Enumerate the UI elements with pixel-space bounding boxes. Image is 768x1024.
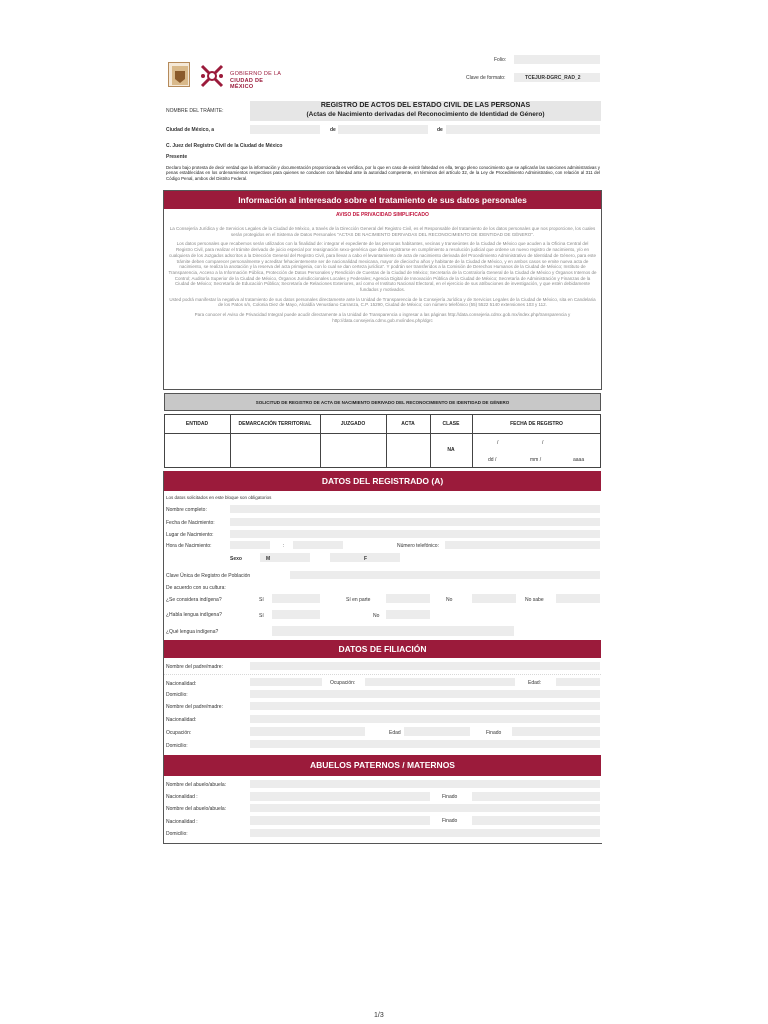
abuelo2-nacionalidad-label: Nacionalidad : bbox=[166, 819, 198, 825]
nacionalidad2-input[interactable] bbox=[250, 715, 600, 723]
domicilio2-label: Domicilio: bbox=[166, 743, 188, 749]
sexo-m-label: M bbox=[266, 556, 271, 562]
abuelo2-finado-label: Finado bbox=[442, 818, 458, 824]
curp-label: Clave Única de Registro de Población bbox=[166, 573, 251, 579]
abuelo2-input[interactable] bbox=[250, 804, 600, 812]
entidad-input[interactable] bbox=[165, 434, 229, 467]
folio-input[interactable] bbox=[514, 55, 600, 64]
privacy-subtitle: AVISO DE PRIVACIDAD SIMPLIFICADO bbox=[336, 212, 429, 218]
de-label-1: de bbox=[330, 127, 336, 133]
abuelo1-label: Nombre del abuelo/abuela: bbox=[166, 782, 227, 788]
abuelo1-finado-input[interactable] bbox=[472, 792, 600, 801]
date-aaaa-label: aaaa bbox=[573, 457, 585, 463]
sexo-label: Sexo bbox=[230, 556, 242, 562]
registrado-note: Los datos solicitados en este bloque son obligatorios bbox=[166, 495, 272, 500]
edad2-label: Edad bbox=[389, 730, 401, 736]
lengua-no-input[interactable] bbox=[386, 610, 430, 619]
month-input[interactable] bbox=[338, 125, 428, 134]
date-dd-label: dd / bbox=[488, 457, 497, 463]
coat-of-arms-icon bbox=[168, 62, 190, 87]
col-header-clase: CLASE bbox=[442, 421, 460, 427]
row-divider bbox=[164, 674, 601, 675]
date-slash-2: / bbox=[542, 440, 544, 446]
folio-label: Folio: bbox=[494, 57, 507, 63]
abuelo1-input[interactable] bbox=[250, 780, 600, 788]
nacionalidad2-label: Nacionalidad: bbox=[166, 717, 197, 723]
abuelo2-label: Nombre del abuelo/abuela: bbox=[166, 806, 227, 812]
clave-value: TCEJUR-DGRC_RAD_2 bbox=[525, 75, 581, 81]
indigena-si-label: Sí bbox=[259, 597, 264, 603]
tramite-subtitle: (Actas de Nacimiento derivadas del Reconocimiento de Identidad de Género) bbox=[306, 111, 545, 118]
que-lengua-label: ¿Qué lengua indígena? bbox=[166, 629, 219, 635]
hora-colon: : bbox=[283, 543, 285, 549]
lugar-nac-label: Lugar de Nacimiento: bbox=[166, 532, 214, 538]
cultura-label: De acuerdo con su cultura: bbox=[166, 585, 226, 591]
logo-text-line1: GOBIERNO DE LA bbox=[230, 71, 282, 77]
sexo-f-label: F bbox=[364, 556, 368, 562]
cdmx-logo-icon bbox=[198, 62, 226, 90]
abuelos-domicilio-label: Domicilio: bbox=[166, 831, 188, 837]
finado2-label: Finado bbox=[486, 730, 502, 736]
lengua-si-label: Sí bbox=[259, 613, 264, 619]
padre1-input[interactable] bbox=[250, 662, 600, 670]
privacy-paragraph-4: Para conocer el Aviso de Privacidad Integral puede acudir directamente a la Unidad de Transparencia o ingresar a las páginas http://data.consejeria.cdmx.gob.mx/index.php/transparencia y http://data.consejeria.cdmx.gob.mx/index.php/dgrc bbox=[194, 312, 571, 323]
indigena-enparte-input[interactable] bbox=[386, 594, 430, 603]
nombre-input[interactable] bbox=[230, 505, 600, 513]
presente: Presente bbox=[166, 154, 188, 160]
domicilio2-input[interactable] bbox=[250, 740, 600, 748]
padre2-label: Nombre del padre/madre: bbox=[166, 704, 223, 710]
clase-value: NA bbox=[447, 447, 455, 453]
domicilio1-input[interactable] bbox=[250, 690, 600, 698]
privacy-header: Información al interesado sobre el tratamiento de sus datos personales bbox=[164, 191, 601, 209]
page-number: 1/3 bbox=[374, 1012, 384, 1019]
privacy-paragraph-3: Usted podrá manifestar la negativa al tratamiento de sus datos personales directamente ante la Unidad de Transparencia de la Consejería Jurídica y de Servicios Legales de la Ciudad de México, sita en Candelaria de los Patos s/n, Colonia Diez de Mayo, Alcaldía Venustiano Carranza, C.P. 15290, Ciudad de México; con número telefónico (55) 5522 5140 extensiones 103 y 112. bbox=[169, 296, 596, 308]
abuelos-domicilio-input[interactable] bbox=[250, 829, 600, 837]
abuelos-header: ABUELOS PATERNOS / MATERNOS bbox=[164, 755, 601, 776]
col-header-demarcacion: DEMARCACIÓN TERRITORIAL bbox=[238, 421, 312, 427]
addressee: C. Juez del Registro Civil de la Ciudad de México bbox=[166, 143, 283, 149]
ocupacion1-input[interactable] bbox=[365, 678, 515, 686]
ocupacion2-input[interactable] bbox=[250, 727, 365, 736]
clave-label: Clave de formato: bbox=[466, 75, 506, 81]
telefono-label: Número telefónico: bbox=[397, 543, 439, 549]
hora-input[interactable] bbox=[230, 541, 270, 549]
privacy-paragraph-1: La Consejería Jurídica y de Servicios Legales de la Ciudad de México, a través de la Dirección General del Registro Civil, es el Responsable del tratamiento de los datos personales que nos proporcione, los cuales serán protegidos en el Sistema de Datos Personales "ACTAS DE NACIMIENTO DERIVADAS DEL RECONOCIMIENTO DE IDENTIDAD DE GÉNERO". bbox=[169, 226, 596, 237]
abuelo1-nacionalidad-input[interactable] bbox=[250, 792, 430, 801]
ocupacion2-label: Ocupación: bbox=[166, 730, 192, 736]
lengua-si-input[interactable] bbox=[272, 610, 320, 619]
lengua-no-label: No bbox=[373, 613, 380, 619]
solicitud-header: SOLICITUD DE REGISTRO DE ACTA DE NACIMIENTO DERIVADO DEL RECONOCIMIENTO DE IDENTIDAD DE GÉNERO bbox=[164, 393, 601, 411]
nombre-label: Nombre completo: bbox=[166, 507, 207, 513]
day-input[interactable] bbox=[250, 125, 320, 134]
curp-input[interactable] bbox=[290, 571, 600, 579]
col-header-acta: ACTA bbox=[401, 421, 415, 427]
privacy-body bbox=[168, 226, 597, 328]
padre1-label: Nombre del padre/madre: bbox=[166, 664, 223, 670]
nacionalidad1-label: Nacionalidad: bbox=[166, 681, 197, 687]
abuelo1-finado-label: Finado bbox=[442, 794, 458, 800]
abuelo2-finado-input[interactable] bbox=[472, 816, 600, 825]
indigena-nosabe-input[interactable] bbox=[556, 594, 600, 603]
indigena-enparte-label: Sí en parte bbox=[346, 597, 371, 603]
indigena-question: ¿Se considera indígena? bbox=[166, 597, 222, 603]
finado2-input[interactable] bbox=[512, 727, 600, 736]
juzgado-input[interactable] bbox=[321, 434, 385, 467]
demarcacion-input[interactable] bbox=[231, 434, 319, 467]
logo-text-line2: CIUDAD DE MÉXICO bbox=[230, 78, 264, 90]
padre2-input[interactable] bbox=[250, 702, 600, 710]
hora-nac-label: Hora de Nacimiento: bbox=[166, 543, 212, 549]
edad1-input[interactable] bbox=[556, 678, 600, 686]
indigena-nosabe-label: No sabe bbox=[525, 597, 544, 603]
minuto-input[interactable] bbox=[293, 541, 343, 549]
abuelo2-nacionalidad-input[interactable] bbox=[250, 816, 430, 825]
year-input[interactable] bbox=[446, 125, 600, 134]
col-header-juzgado: JUZGADO bbox=[340, 421, 366, 427]
privacy-paragraph-2: Los datos personales que recabemos serán utilizados con la finalidad de: integrar el expediente de las personas habitantes, vecinas y transeúntes de la Ciudad de México que acuden a la Oficina Central del Registro Civil, para realizar el trámite derivado de juicio especial por reasignación sexo-genérica que deba registrarse en cumplimiento a resolución judicial que ordene un nuevo registro de nacimiento, y/o en cualquiera de los Juzgados adscritos a la Dirección General del Registro Civil, para llevar a cabo el levantamiento de acta de nacimiento derivada del Procedimiento Administrativo de Identidad de Género, para este trámite deben comparecer personalmente y acreditar fehacientemente ser de nacionalidad mexicana, mayor de dieciocho años y habitante de la Ciudad de México, y en ambos casos se emite nueva acta de nacimiento, se realiza la anotación y la reserva del acta primigenia, con lo cual se dan certeza jurídica". Y podrán ser transferidos a la Comisión de Derechos Humanos de la Ciudad de México; Instituto de Transparencia, Acceso a la Información Pública, Protección de Datos Personales y Rendición de Cuentas de la Ciudad de México; Secretaría de la Contraloría General de la Ciudad de México y Órganos Internos de Control; Auditoría Superior de la Ciudad de México, Órganos Jurisdiccionales Locales y Federales; Agencia Digital de Innovación Pública de la Ciudad de México; Secretaría de Administración y Finanzas de la Ciudad de México; Secretaría de Educación Pública; Secretaría de Relaciones Exteriores, así como el Instituto Nacional Electoral, en el ejercicio de sus atribuciones de investigación, y que estén debidamente fundados y motivados. bbox=[168, 241, 597, 293]
acta-input[interactable] bbox=[387, 434, 429, 467]
lugar-nac-input[interactable] bbox=[230, 530, 600, 538]
date-slash-1: / bbox=[497, 440, 499, 446]
logo-block bbox=[168, 62, 288, 90]
date-mm-label: mm / bbox=[530, 457, 542, 463]
nacionalidad1-input[interactable] bbox=[250, 678, 322, 686]
col-header-fecha: FECHA DE REGISTRO bbox=[510, 421, 563, 427]
telefono-input[interactable] bbox=[445, 541, 600, 549]
de-label-2: de bbox=[437, 127, 443, 133]
city-date-label: Ciudad de México, a bbox=[166, 127, 215, 133]
abuelo1-nacionalidad-label: Nacionalidad : bbox=[166, 794, 198, 800]
indigena-si-input[interactable] bbox=[272, 594, 320, 603]
tramite-title: REGISTRO DE ACTOS DEL ESTADO CIVIL DE LAS PERSONAS bbox=[320, 102, 531, 109]
que-lengua-input[interactable] bbox=[272, 626, 514, 636]
declaration-text: Declaro bajo protesta de decir verdad que la información y documentación proporcionada es verídica, por lo que en caso de existir falsedad en ella, tengo pleno conocimiento que se aplicarán las sanciones administrativas y penas establecidas en los ordenamientos respectivos para quienes se conducen con falsedad ante la autoridad competente, en términos del artículo 32, de la Ley de Procedimiento Administrativo, con relación al 311 del Código Penal, ambos del Distrito Federal. bbox=[166, 165, 600, 181]
col-header-entidad: ENTIDAD bbox=[185, 421, 209, 427]
filiacion-header: DATOS DE FILIACIÓN bbox=[164, 640, 601, 658]
edad1-label: Edad: bbox=[528, 680, 542, 686]
indigena-no-label: No bbox=[446, 597, 453, 603]
edad2-input[interactable] bbox=[404, 727, 470, 736]
registrado-header: DATOS DEL REGISTRADO (A) bbox=[164, 471, 601, 491]
fecha-nac-label: Fecha de Nacimiento: bbox=[166, 520, 215, 526]
indigena-no-input[interactable] bbox=[472, 594, 516, 603]
lengua-question: ¿Habla lengua indígena? bbox=[166, 612, 222, 618]
fecha-nac-input[interactable] bbox=[230, 518, 600, 526]
ocupacion1-label: Ocupación: bbox=[330, 680, 356, 686]
tramite-label: NOMBRE DEL TRÁMITE: bbox=[166, 108, 224, 114]
domicilio1-label: Domicilio: bbox=[166, 692, 188, 698]
